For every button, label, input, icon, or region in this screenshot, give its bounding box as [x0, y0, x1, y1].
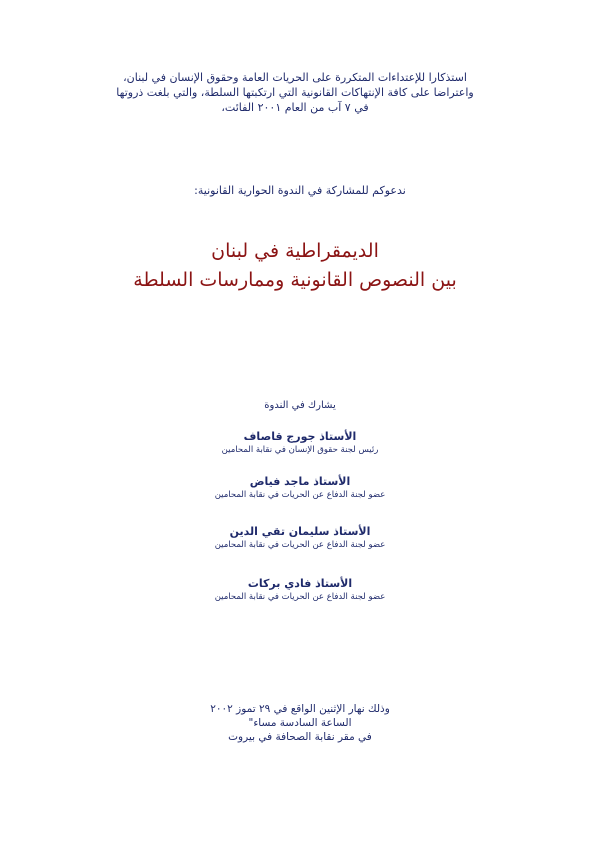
seminar-title	[80, 237, 510, 295]
speaker-name: الأستاذ جورج قاصاف	[243, 430, 357, 443]
intro-paragraph	[80, 70, 510, 115]
speaker-role: رئيس لجنة حقوق الإنسان في نقابة المحامين	[221, 445, 379, 455]
speaker-name: الأستاذ فادي بركات	[247, 577, 353, 590]
invitation-text: ندعوكم للمشاركة في الندوة الحوارية القانونية:	[194, 184, 406, 197]
event-date: وذلك نهار الإثنين الواقع في ٢٩ تموز ٢٠٠٢	[210, 703, 390, 715]
speaker-block	[120, 524, 480, 551]
speaker-block	[120, 474, 480, 501]
intro-line-2: واعتراضا على كافة الإنتهاكات القانونية التي ارتكبتها السلطة، والتي بلغت ذروتها	[116, 86, 474, 99]
intro-line-1: استذكارا للإعتداءات المتكررة على الحريات العامة وحقوق الإنسان في لبنان،	[123, 71, 467, 84]
speaker-block	[120, 429, 480, 456]
speaker-role: عضو لجنة الدفاع عن الحريات في نقابة المحامين	[214, 540, 386, 550]
speaker-name: الأستاذ ماجد فياض	[249, 475, 351, 488]
speaker-role: عضو لجنة الدفاع عن الحريات في نقابة المحامين	[214, 490, 386, 500]
event-location: في مقر نقابة الصحافة في بيروت	[228, 731, 372, 743]
title-line-2: بين النصوص القانونية وممارسات السلطة	[133, 269, 457, 291]
participants-label: يشارك في الندوة	[264, 400, 336, 411]
speaker-block	[120, 576, 480, 603]
speaker-role: عضو لجنة الدفاع عن الحريات في نقابة المحامين	[214, 592, 386, 602]
title-line-1: الديمقراطية في لبنان	[211, 240, 379, 262]
event-time: الساعة السادسة مساء"	[248, 717, 352, 729]
speaker-name: الأستاذ سليمان تقي الدين	[229, 525, 371, 538]
intro-line-3: في ٧ آب من العام ٢٠٠١ الفائت،	[221, 101, 369, 114]
event-details	[150, 702, 450, 744]
